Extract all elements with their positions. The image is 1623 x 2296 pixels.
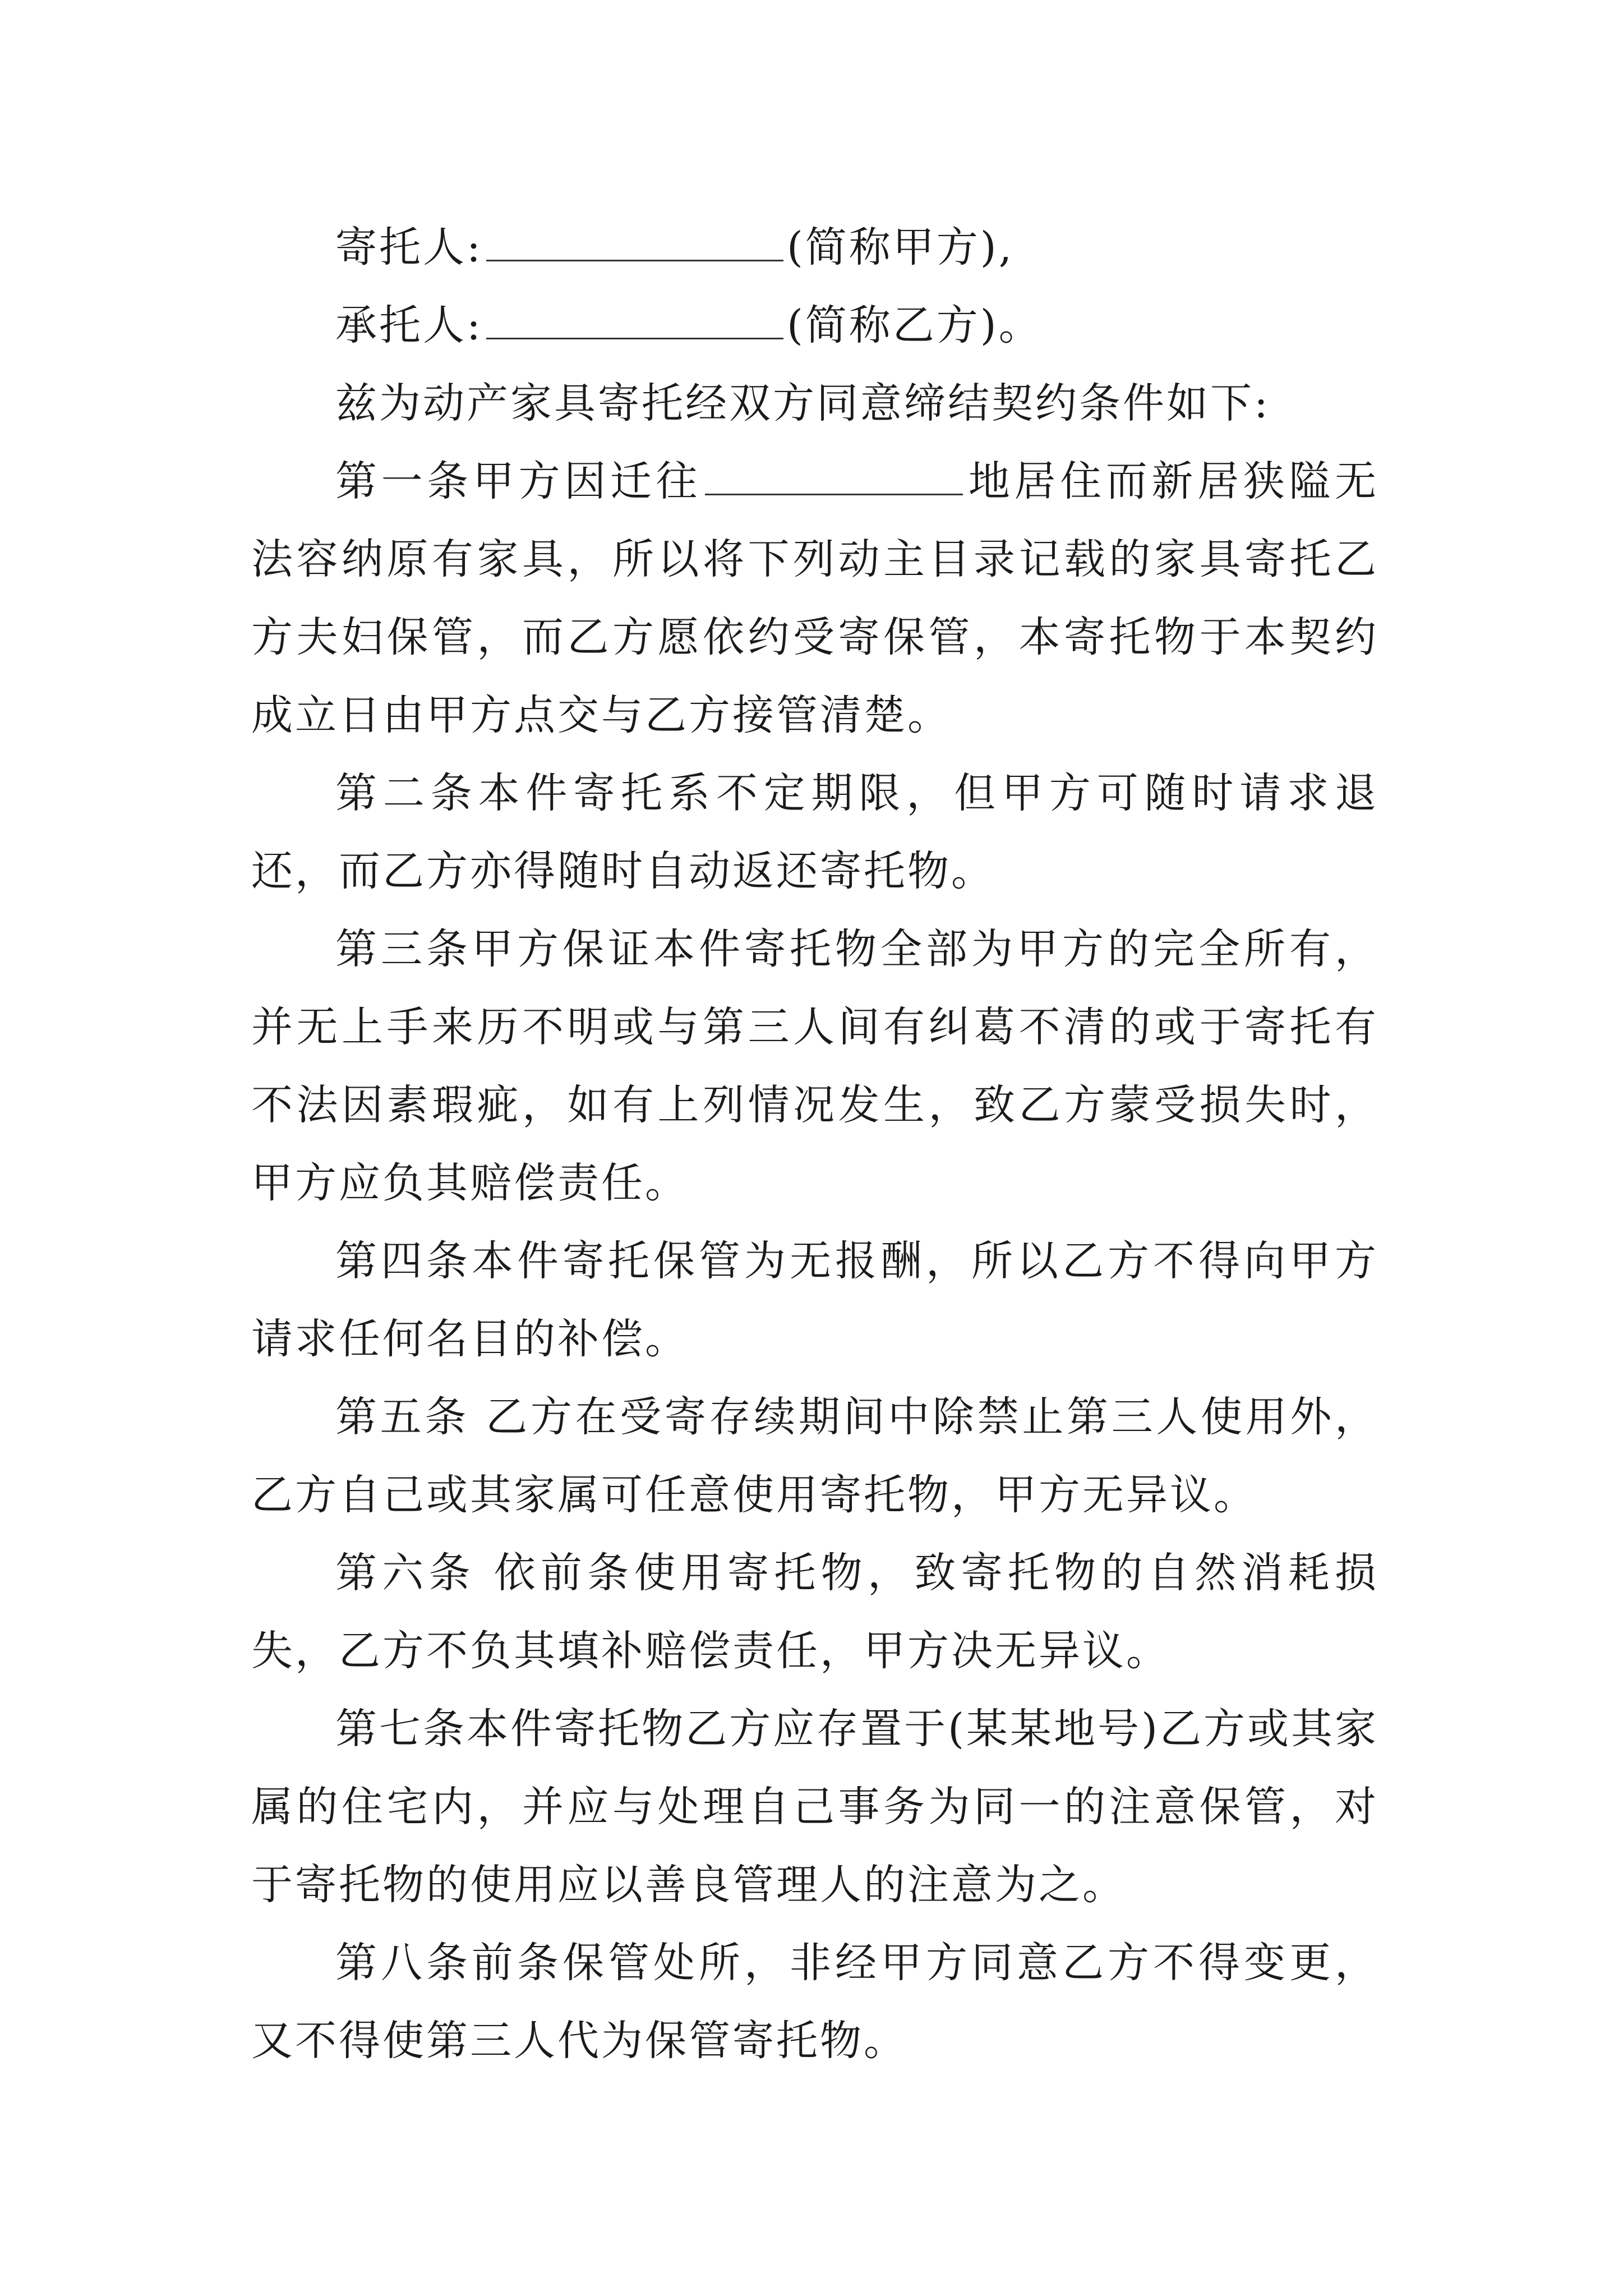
- depositor-name-blank: [486, 218, 783, 261]
- depositor-label: 寄托人:: [335, 223, 483, 272]
- depositor-suffix: (简称甲方),: [786, 223, 1015, 272]
- contract-body: [251, 209, 1378, 2080]
- article-5: 第五条 乙方在受寄存续期间中除禁止第三人使用外，乙方自己或其家属可任意使用寄托物，甲方无异议。: [251, 1393, 1378, 1519]
- article-1-text: 地居住而新居狭隘无法容纳原有家具，所以将下列动主目录记载的家具寄托乙方夫妇保管，而乙方愿依约受寄保管，本寄托物于本契约成立日由甲方点交与乙方接管清楚。: [251, 457, 1379, 739]
- intro-paragraph: 兹为动产家具寄托经双方同意缔结契约条件如下:: [335, 379, 1270, 427]
- article-1-prefix: 第一条甲方因迁往: [335, 457, 702, 505]
- article-3: 第三条甲方保证本件寄托物全部为甲方的完全所有，并无上手来历不明或与第三人间有纠葛不清的或于寄托有不法因素瑕疵，如有上列情况发生，致乙方蒙受损失时，甲方应负其赔偿责任。: [251, 925, 1378, 1207]
- destination-blank: [705, 452, 963, 495]
- article-8: 第八条前条保管处所，非经甲方同意乙方不得变更，又不得使第三人代为保管寄托物。: [251, 1939, 1378, 2065]
- article-2: 第二条本件寄托系不定期限，但甲方可随时请求退还，而乙方亦得随时自动返还寄托物。: [251, 769, 1378, 895]
- custodian-label: 承托人:: [335, 301, 483, 349]
- article-4: 第四条本件寄托保管为无报酬，所以乙方不得向甲方请求任何名目的补偿。: [251, 1237, 1378, 1363]
- article-7: 第七条本件寄托物乙方应存置于(某某地号)乙方或其家属的住宅内，并应与处理自己事务为同一的注意保管，对于寄托物的使用应以善良管理人的注意为之。: [251, 1705, 1378, 1909]
- custodian-name-blank: [486, 296, 783, 339]
- custodian-line: [251, 287, 1378, 365]
- article-1: [251, 443, 1378, 754]
- depositor-line: [251, 209, 1378, 287]
- article-6: 第六条 依前条使用寄托物，致寄托物的自然消耗损失，乙方不负其填补赔偿责任，甲方决无异议。: [251, 1549, 1378, 1675]
- custodian-suffix: (简称乙方)。: [786, 301, 1043, 349]
